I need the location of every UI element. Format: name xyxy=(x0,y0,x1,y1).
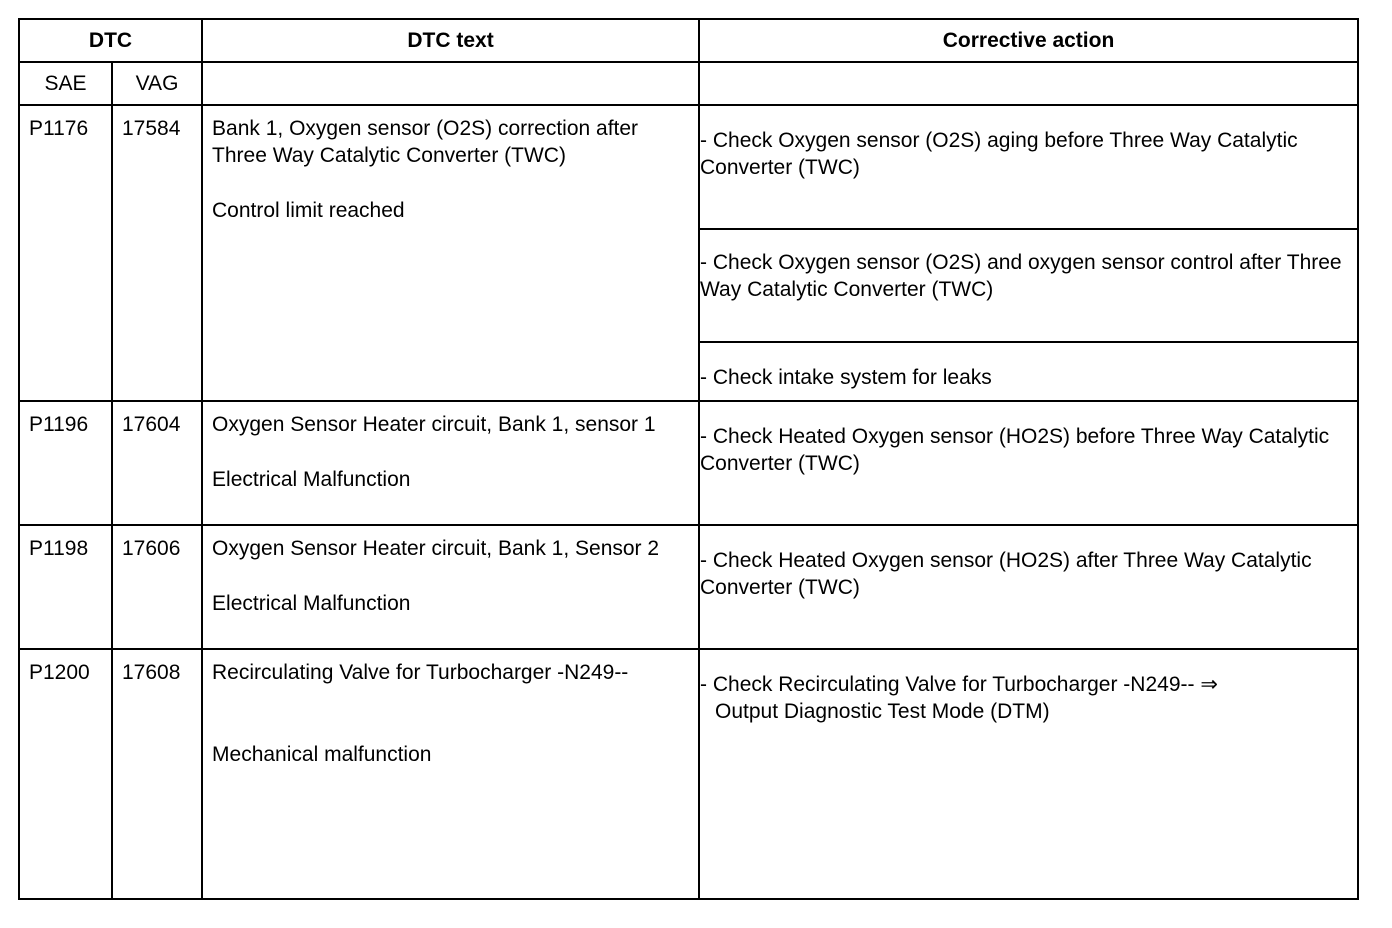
dtc-text-cell xyxy=(202,649,699,899)
header-vag: VAG xyxy=(112,62,202,105)
corrective-action-text: - Check Heated Oxygen sensor (HO2S) before Three Way Catalytic Converter (TWC) xyxy=(700,425,1330,475)
header-sae: SAE xyxy=(19,62,112,105)
sae-code-cell xyxy=(19,401,112,525)
corrective-action-cell xyxy=(699,649,1358,899)
corrective-action-text: - Check Recirculating Valve for Turbocharger -N249-- ⇒ xyxy=(700,673,1218,696)
vag-code-cell xyxy=(112,401,202,525)
vag-code: 17584 xyxy=(122,117,181,140)
dtc-text-cell xyxy=(202,525,699,649)
dtc-text-line2: Control limit reached xyxy=(212,199,405,222)
sae-code-cell xyxy=(19,105,112,401)
sae-code: P1198 xyxy=(29,537,89,560)
dtc-text-line2: Electrical Malfunction xyxy=(212,468,411,491)
table-row xyxy=(19,401,1358,525)
vag-code-cell xyxy=(112,525,202,649)
corrective-action-cell xyxy=(699,525,1358,649)
vag-code: 17606 xyxy=(122,537,181,560)
sae-code-cell xyxy=(19,525,112,649)
dtc-text-line1: Bank 1, Oxygen sensor (O2S) correction after Three Way Catalytic Converter (TWC) xyxy=(212,117,639,167)
header-blank-cell xyxy=(202,62,699,105)
corrective-action-cell xyxy=(699,105,1358,229)
table-row xyxy=(19,649,1358,899)
vag-code-cell xyxy=(112,105,202,401)
dtc-text-line1: Recirculating Valve for Turbocharger -N249-- xyxy=(212,661,629,684)
sae-code-cell xyxy=(19,649,112,899)
corrective-action-cell xyxy=(699,229,1358,342)
corrective-action-cell xyxy=(699,342,1358,401)
corrective-action-text: - Check intake system for leaks xyxy=(700,366,992,389)
dtc-text-line2: Electrical Malfunction xyxy=(212,592,411,615)
header-corrective-action: Corrective action xyxy=(699,19,1358,62)
dtc-text-cell xyxy=(202,401,699,525)
dtc-table xyxy=(18,18,1359,900)
corrective-action-continuation: Output Diagnostic Test Mode (DTM) xyxy=(715,700,1050,723)
vag-code: 17604 xyxy=(122,413,181,436)
vag-code-cell xyxy=(112,649,202,899)
header-dtc-text: DTC text xyxy=(202,19,699,62)
table-row xyxy=(19,525,1358,649)
table-subheader-row xyxy=(19,62,1358,105)
dtc-text-line2: Mechanical malfunction xyxy=(212,743,432,766)
corrective-action-cell xyxy=(699,401,1358,525)
corrective-action-text: - Check Heated Oxygen sensor (HO2S) after Three Way Catalytic Converter (TWC) xyxy=(700,549,1312,599)
table-row xyxy=(19,105,1358,229)
sae-code: P1200 xyxy=(29,661,90,684)
dtc-text-cell xyxy=(202,105,699,401)
corrective-action-text: - Check Oxygen sensor (O2S) and oxygen sensor control after Three Way Catalytic Converter (TWC) xyxy=(700,251,1342,301)
sae-code: P1176 xyxy=(29,117,89,140)
dtc-text-line1: Oxygen Sensor Heater circuit, Bank 1, Sensor 2 xyxy=(212,537,660,560)
sae-code: P1196 xyxy=(29,413,89,436)
corrective-action-text: - Check Oxygen sensor (O2S) aging before Three Way Catalytic Converter (TWC) xyxy=(700,129,1298,179)
table-header-row xyxy=(19,19,1358,62)
vag-code: 17608 xyxy=(122,661,181,684)
header-blank-cell xyxy=(699,62,1358,105)
header-dtc: DTC xyxy=(19,19,202,62)
dtc-text-line1: Oxygen Sensor Heater circuit, Bank 1, sensor 1 xyxy=(212,413,656,436)
